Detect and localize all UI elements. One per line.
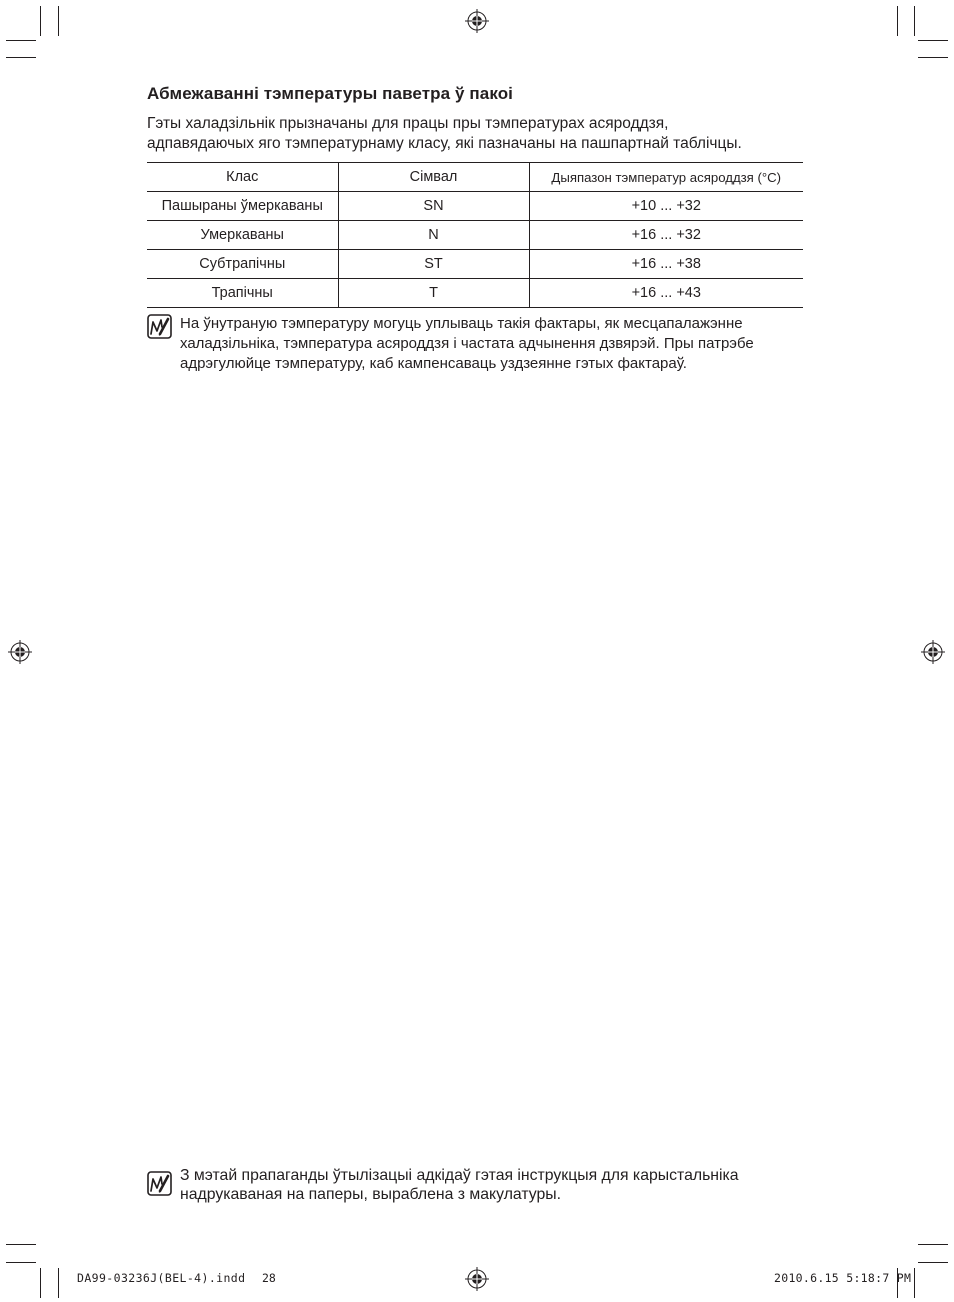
crop-mark: [918, 1262, 948, 1263]
intro-paragraph: [147, 114, 827, 154]
note-line: надрукаваная на паперы, выраблена з макулатуры.: [180, 1186, 562, 1203]
cell-class: Пашыраны ўмеркаваны: [147, 192, 338, 221]
cell-range: +10 ... +32: [529, 192, 803, 221]
cell-range: +16 ... +38: [529, 250, 803, 279]
column-header-range: Дыяпазон тэмператур асяроддзя (°C): [529, 163, 803, 192]
crop-mark: [918, 40, 948, 41]
footer-file-name: DA99-03236J(BEL-4).indd: [77, 1271, 246, 1285]
note-line: адрэгулюйце тэмпературу, каб кампенсаваць уздзеянне гэтых фактараў.: [180, 355, 687, 372]
crop-mark: [914, 6, 915, 36]
crop-mark: [58, 6, 59, 36]
table-row: [147, 192, 803, 221]
registration-mark-icon: [921, 640, 945, 664]
cell-range: +16 ... +43: [529, 279, 803, 308]
crop-mark: [58, 1268, 59, 1298]
crop-mark: [6, 1262, 36, 1263]
crop-mark: [6, 57, 36, 58]
crop-mark: [40, 1268, 41, 1298]
crop-mark: [897, 6, 898, 36]
note-pencil-icon: [147, 1171, 172, 1196]
table-row: [147, 250, 803, 279]
crop-mark: [918, 57, 948, 58]
crop-mark: [918, 1244, 948, 1245]
registration-mark-icon: [465, 9, 489, 33]
column-header-symbol: Сімвал: [338, 163, 529, 192]
intro-line: адпавядаючых яго тэмпературнаму класу, які пазначаны на пашпартнай таблічцы.: [147, 135, 742, 152]
cell-class: Субтрапічны: [147, 250, 338, 279]
table-row: [147, 279, 803, 308]
temperature-class-table: [147, 162, 803, 308]
footer-timestamp: 2010.6.15 5:18:7 PM: [774, 1271, 912, 1285]
crop-mark: [914, 1268, 915, 1298]
footer-page-number: 28: [262, 1271, 276, 1285]
note-text: [180, 314, 810, 374]
note-line: халадзільніка, тэмпература асяроддзя і частата адчынення дзвярэй. Пры патрэбе: [180, 335, 754, 352]
table-row: [147, 221, 803, 250]
column-header-class: Клас: [147, 163, 338, 192]
crop-mark: [6, 40, 36, 41]
cell-symbol: T: [338, 279, 529, 308]
crop-mark: [6, 1244, 36, 1245]
cell-symbol: ST: [338, 250, 529, 279]
registration-mark-icon: [465, 1267, 489, 1291]
registration-mark-icon: [8, 640, 32, 664]
section-title: Абмежаванні тэмпературы паветра ў пакоі: [147, 84, 514, 103]
cell-symbol: N: [338, 221, 529, 250]
cell-symbol: SN: [338, 192, 529, 221]
note-text: [180, 1166, 810, 1204]
intro-line: Гэты халадзільнік прызначаны для працы пры тэмпературах асяроддзя,: [147, 115, 669, 132]
table-header-row: [147, 163, 803, 192]
note-pencil-icon: [147, 314, 172, 339]
cell-class: Трапічны: [147, 279, 338, 308]
cell-range: +16 ... +32: [529, 221, 803, 250]
note-line: З мэтай прапаганды ўтылізацыі адкідаў гэтая інструкцыя для карыстальніка: [180, 1167, 739, 1184]
note-line: На ўнутраную тэмпературу могуць уплываць такія фактары, як месцапалажэнне: [180, 315, 743, 332]
cell-class: Умеркаваны: [147, 221, 338, 250]
crop-mark: [40, 6, 41, 36]
